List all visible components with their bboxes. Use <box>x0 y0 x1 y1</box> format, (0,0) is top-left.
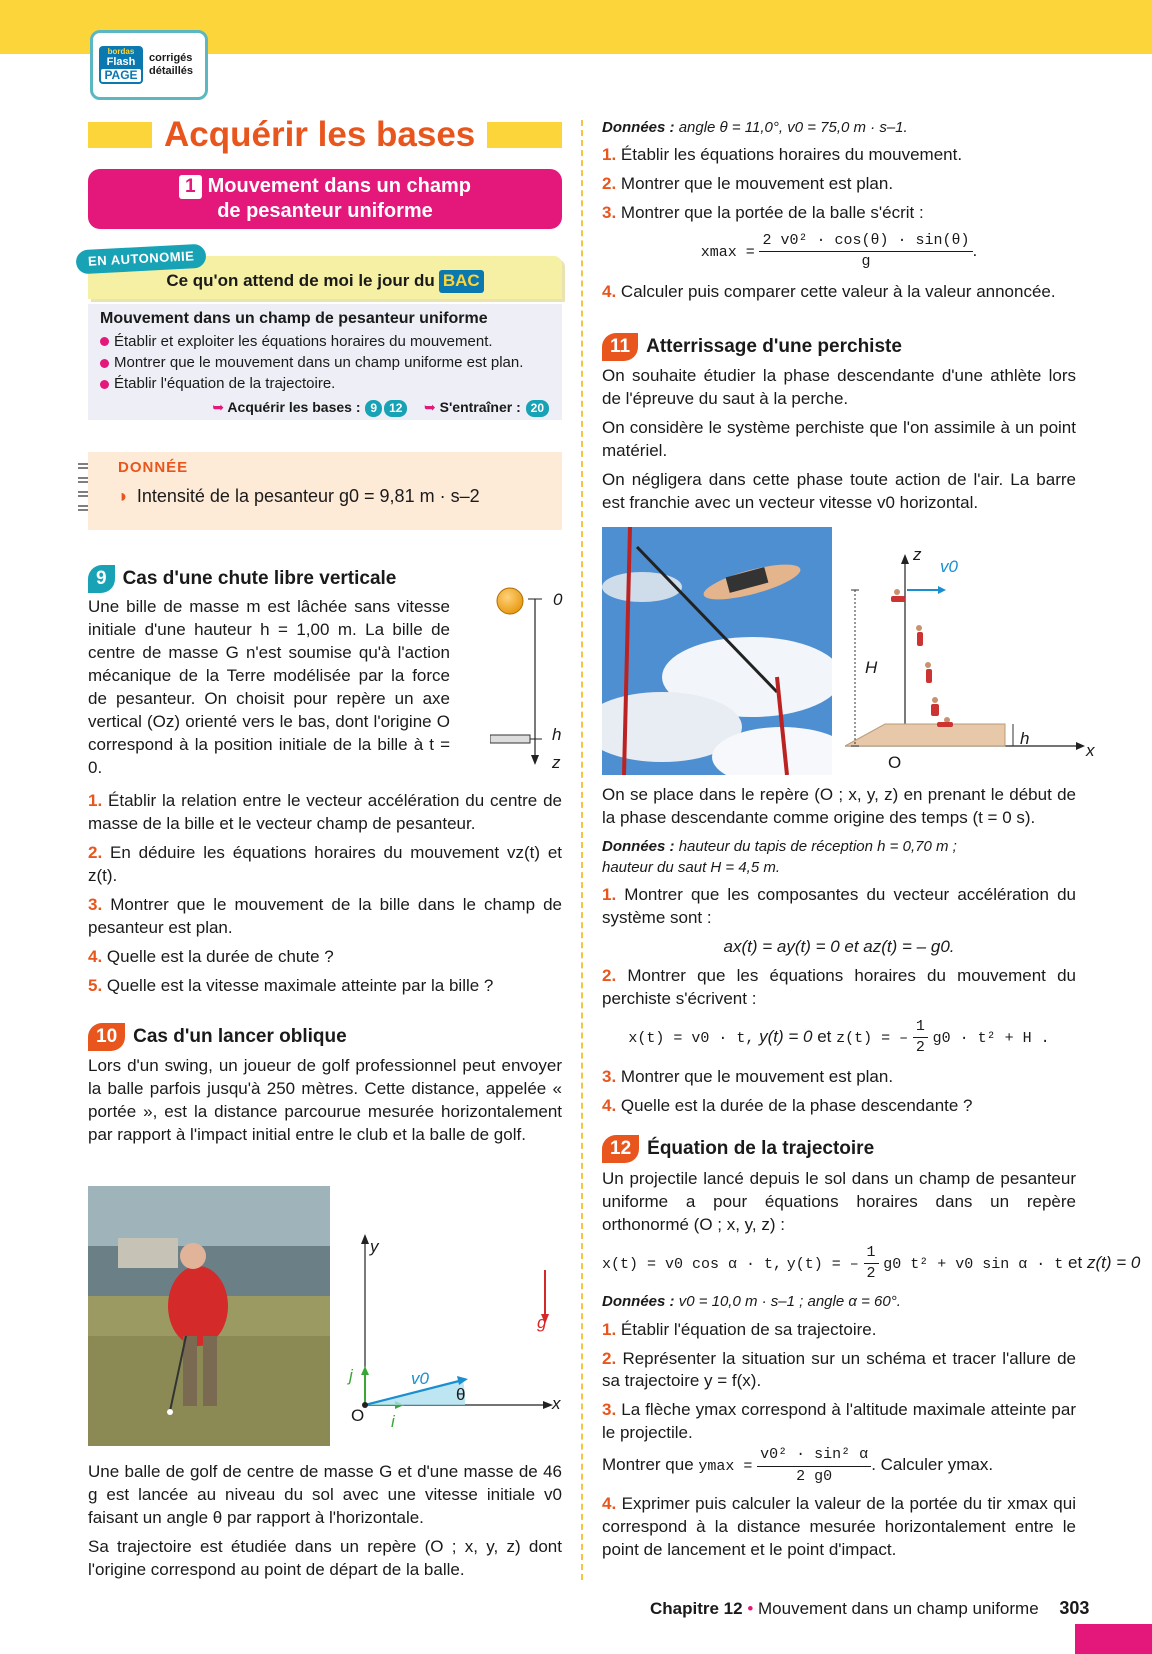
x-axis-label: x <box>1086 741 1095 760</box>
exercise-11-title: 11 Atterrissage d'une perchiste <box>602 333 902 361</box>
ground-slab <box>490 735 530 743</box>
height-label: h <box>552 725 562 744</box>
flashpage-badge: bordas Flash PAGE <box>99 46 143 84</box>
v0-label: v0 <box>411 1369 429 1388</box>
exercise-chip[interactable]: 20 <box>526 400 549 417</box>
v0-label: v0 <box>940 557 958 576</box>
jump-height-label: H <box>865 658 878 677</box>
flashpage-logo[interactable] <box>90 30 208 100</box>
y-axis-label: y <box>370 1237 379 1256</box>
objectives-box <box>88 304 562 420</box>
data-text: Intensité de la pesanteur g0 = 9,81 m · s–2 <box>136 486 480 507</box>
exercise-9-questions: 1. Établir la relation entre le vecteur accélération du centre de masse de la bille et le vecteur champ de pesanteur. 2. En déduire les équations horaires du mouvement vz(t) et z(t). 3. Montrer que le mouvement de la bille dans le champ de pesanteur est plan. 4. Quelle est la durée de chute ? 5. Quelle est la vitesse maximale atteinte par la bille ? <box>88 791 562 995</box>
exercise-number: 11 <box>602 333 638 361</box>
exercise-10-continued: Données : angle θ = 11,0°, v0 = 75,0 m · s–1. 1. Établir les équations horaires du mouvement. 2. Montrer que le mouvement est plan. 3. Montrer que la portée de la balle s'écrit : xmax = $\frac{\text{2 v0² · cos(θ) · sin(θ)}}{g}$ . 4. Calculer puis comparer cette valeur à la valeur annoncée. <box>602 118 1076 310</box>
objective-item: Établir et exploiter les équations horaires du mouvement. <box>100 331 550 352</box>
data-title: DONNÉE <box>118 459 189 476</box>
portee-formula: xmax = $\frac{\text{2 v0² · cos(θ) · sin(θ)}}{g}$ . <box>700 232 978 271</box>
exercise-11-questions: On se place dans le repère (O ; x, y, z) en prenant le début de la phase descendante comme origine des temps (t = 0 s). Données : hauteur du tapis de réception h = 0,70 m ; hauteur du saut H = 4,5 m. 1. Montrer que les composantes du vecteur accélération du système sont : ax(t) = ay(t) = 0 et az(t) = – g0. 2. Montrer que les équations horaires du mouvement du perchiste s'écrivent : x(t) = v0 · t, y(t) = 0 et z(t) = – $\frac{1}{2}$ g0 · t² + H . 3. Montrer que le mouvement est plan. 4. Quelle est la durée de la phase descendante ? <box>602 785 1076 1115</box>
x-axis-label: x <box>552 1394 561 1413</box>
exercise-12-title: 12 Équation de la trajectoire <box>602 1135 874 1163</box>
section-title-row <box>88 110 562 160</box>
page-number: 303 <box>1059 1598 1090 1618</box>
exercise-11-intro: On souhaite étudier la phase descendante d'une athlète lors de l'épreuve du saut à la perche. On considère le système perchiste que l'on assimile à un point matériel. On négligera dans cette phase toute action de l'air. La barre est franchie avec un vecteur vitesse v0 horizontal. <box>602 366 1076 512</box>
z-axis-label: z <box>913 545 922 564</box>
footer-title: Mouvement dans un champ uniforme <box>758 1599 1039 1618</box>
link-acquerir[interactable]: Acquérir les bases : <box>227 398 361 415</box>
golfer-photo <box>88 1186 330 1446</box>
title-bar-left <box>88 122 152 148</box>
pole-vault-photo <box>602 527 832 775</box>
j-label: j <box>349 1366 353 1385</box>
footer-chapter: Chapitre 12 <box>650 1599 743 1618</box>
triangle-bullet-icon: ◗ <box>118 486 129 507</box>
exercise-12-body: Un projectile lancé depuis le sol dans un champ de pesanteur uniforme a pour équations horaires dans un repère orthonormé (O ; x, y, z) : x(t) = v0 cos α · t, y(t) = – $\frac{1}{2}$ g0 t² + v0 sin α · t et z(t) = 0 Données : v0 = 10,0 m · s–1 ; angle α = 60°. 1. Établir l'équation de sa trajectoire. 2. Représenter la situation sur un schéma et tracer l'allure de sa trajectoire y = f(x). 3. La flèche ymax correspond à l'altitude maximale atteinte par le projectile. Montrer que ymax = $\frac{\text{v0² · sin² α}}{2 g0}$ . Calculer ymax. 4. Exprimer puis calculer la valeur de la portée du tir xmax qui correspond à la distance mesurée horizontalement entre le point de lancement et le point d'impact. <box>602 1169 1141 1559</box>
origin-label: O <box>351 1406 365 1425</box>
projectile-equations: x(t) = v0 cos α · t, y(t) = – $\frac{1}{2}$ g0 t² + v0 sin α · t et z(t) = 0 <box>602 1243 1141 1283</box>
z-axis-label: z <box>552 753 561 772</box>
objective-links <box>100 398 550 418</box>
flashpage-caption: corrigés détaillés <box>149 52 194 77</box>
objectives-heading: Mouvement dans un champ de pesanteur uniforme <box>100 310 488 327</box>
column-divider <box>581 120 583 1580</box>
i-label: i <box>391 1412 395 1431</box>
section-title: Acquérir les bases <box>164 115 476 155</box>
exercise-9-intro: Une bille de masse m est lâchée sans vitesse initiale d'une hauteur h = 1,00 m. La bille de centre de masse G n'est soumise qu'à l'action mécanique de la Terre modélisée par la force de pesanteur. On choisit pour repère un axe vertical (Oz) orienté vers le bas, dont l'origine O correspond à la position initiale de la bille à t = 0. <box>88 597 450 777</box>
athlete-figures <box>891 589 953 727</box>
pole-vault-diagram <box>845 548 1085 763</box>
arrow-icon: ➥ <box>423 398 436 415</box>
data-box <box>88 452 562 530</box>
oblique-launch-diagram <box>345 1230 565 1430</box>
chapter-box <box>88 169 562 229</box>
landing-mat <box>845 724 1005 746</box>
arrow-icon: ➥ <box>212 398 225 415</box>
hourly-equations: x(t) = v0 · t, y(t) = 0 et z(t) = – $\frac{1}{2}$ g0 · t² + H . <box>628 1017 1050 1056</box>
page-corner-tab <box>1075 1624 1152 1654</box>
mat-height-label: h <box>1020 729 1030 748</box>
page-footer <box>650 1596 1089 1621</box>
ball-icon <box>497 588 523 614</box>
axis-origin-label: 0 <box>553 590 563 609</box>
theta-label: θ <box>456 1385 466 1404</box>
bac-word: BAC <box>439 270 484 293</box>
bac-label: Ce qu'on attend de moi le jour du <box>166 271 435 291</box>
bullet-icon <box>100 337 109 346</box>
link-entrainer[interactable]: S'entraîner : <box>439 398 521 415</box>
title-bar-right <box>487 122 562 148</box>
chapter-line1: Mouvement dans un champ <box>207 175 471 197</box>
exercise-number: 12 <box>602 1135 639 1163</box>
exercise-number: 9 <box>88 565 115 593</box>
chapter-line2: de pesanteur uniforme <box>217 200 433 222</box>
exercise-number: 10 <box>88 1023 125 1051</box>
autonomie-tag: EN AUTONOMIE <box>75 244 206 274</box>
objective-item: Établir l'équation de la trajectoire. <box>100 373 550 394</box>
exercise-chip[interactable]: 9 <box>365 400 382 417</box>
exercise-10-title: 10 Cas d'un lancer oblique <box>88 1023 347 1051</box>
bullet-icon <box>100 359 109 368</box>
bullet-icon <box>100 380 109 389</box>
exercise-9-title: 9 Cas d'une chute libre verticale <box>88 565 396 593</box>
chapter-number: 1 <box>179 175 202 199</box>
footer-separator: • <box>747 1599 754 1618</box>
objective-item: Montrer que le mouvement dans un champ uniforme est plan. <box>100 352 550 373</box>
exercise-10-text: Une balle de golf de centre de masse G et d'une masse de 46 g est lancée au niveau du sol avec une vitesse initiale v0 faisant un angle θ par rapport à l'horizontale. Sa trajectoire est étudiée dans un repère (O ; x, y, z) dont l'origine correspond au point de départ de la balle. <box>88 1462 562 1579</box>
ymax-formula: Montrer que ymax = $\frac{\text{v0² · sin² α}}{2 g0}$ . Calculer ymax. <box>602 1446 994 1485</box>
origin-label: O <box>888 753 902 772</box>
g-label: g <box>537 1313 547 1332</box>
acceleration-equation: ax(t) = ay(t) = 0 et az(t) = – g0. <box>723 936 955 956</box>
exercise-chip[interactable]: 12 <box>384 400 407 417</box>
exercise-10-intro: Lors d'un swing, un joueur de golf professionnel peut envoyer la balle parfois jusqu'à 250 mètres. Cette distance, appelée « portée », est la distance parcourue mesurée horizontalement par rapport à l'impact initial entre le club et la balle de golf. <box>88 1056 562 1144</box>
